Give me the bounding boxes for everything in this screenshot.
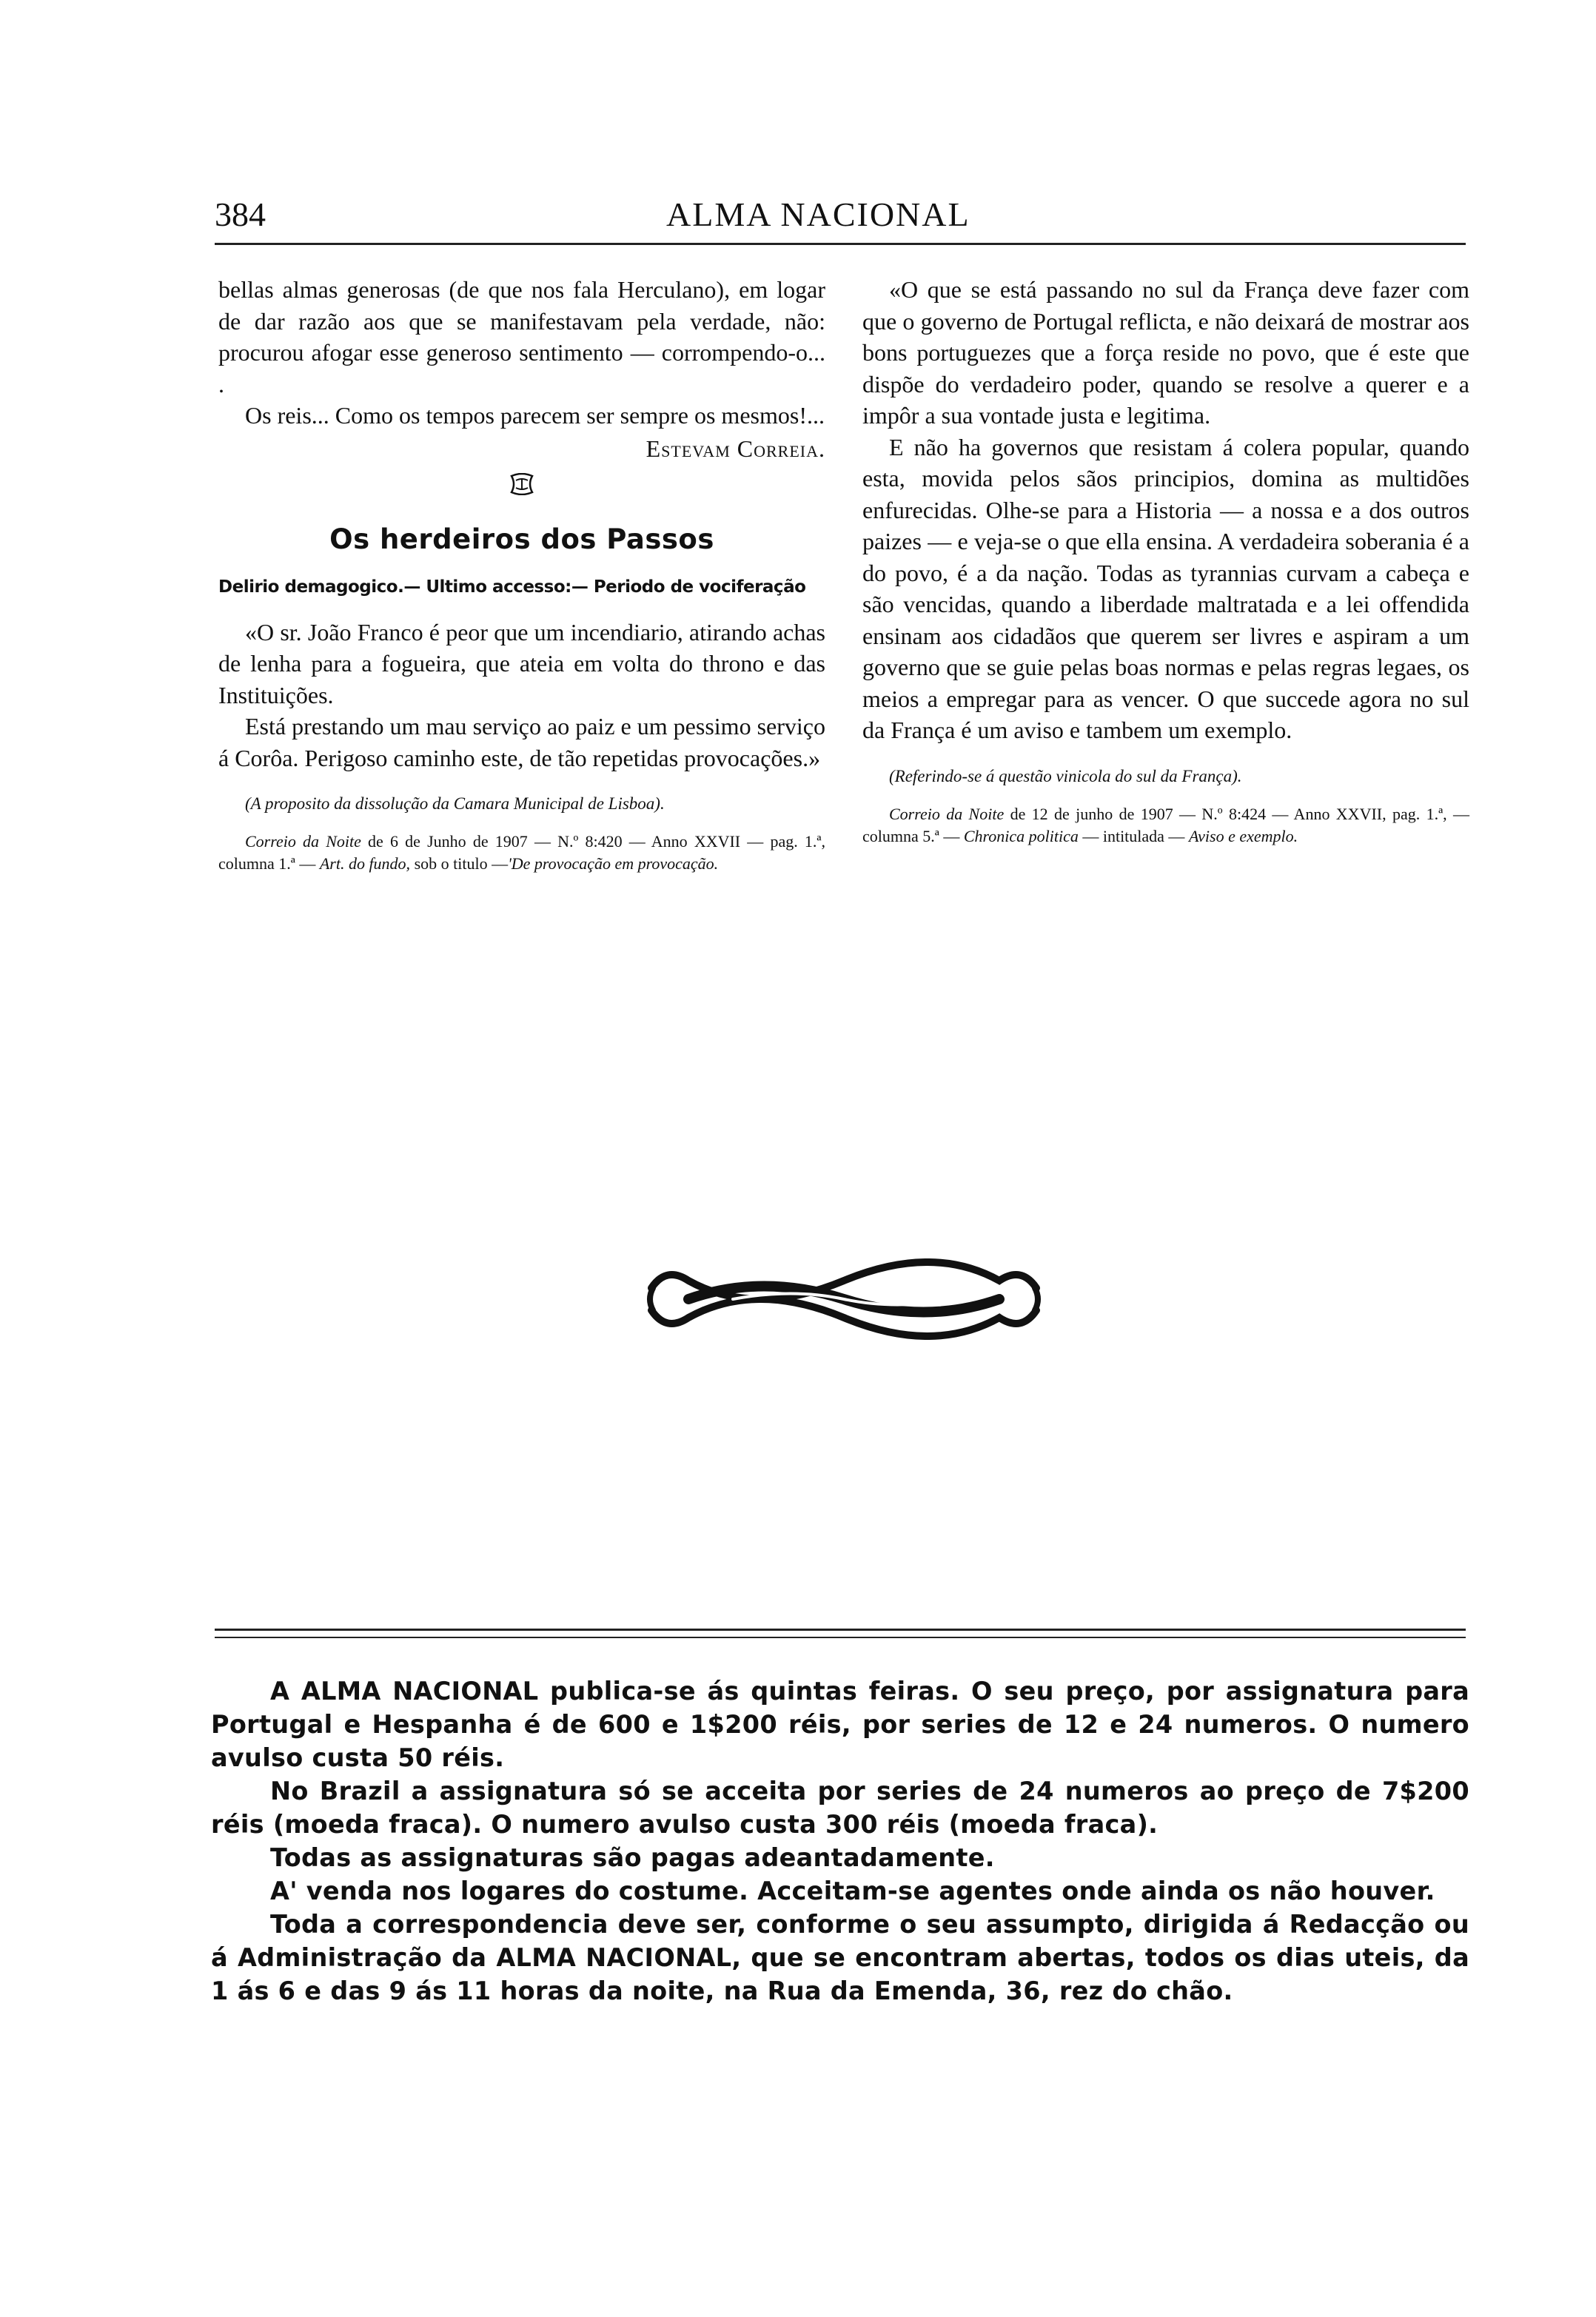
notice-paragraph: Todas as assignaturas são pagas adeantadamente. <box>270 1843 995 1872</box>
newspaper-name: Correio da Noite <box>889 804 1005 823</box>
article-heading: Os herdeiros dos Passos <box>329 523 714 555</box>
reference-text: — intitulada — <box>1078 826 1189 845</box>
reference-title: Aviso e exemplo. <box>1188 826 1298 845</box>
reference-text: de 12 de junho de 1907 — N.º 8:424 — Anno XXVII, pag. 1.ª, — columna 5.ª — <box>862 804 1469 845</box>
reference-italic: Art. do fundo, <box>319 854 411 873</box>
footer-rules <box>215 1629 1466 1638</box>
source-reference <box>218 831 825 875</box>
publication-notice <box>211 1674 1469 2008</box>
newspaper-name: Correio da Noite <box>245 832 361 851</box>
reference-title: 'De provocação em provocação. <box>508 854 719 873</box>
quote-paragraph: «O que se está passando no sul da França deve fazer com que o governo de Portugal reflicta, e não deixará de mostrar aos bons portuguezes que a força reside no povo, que é este que dispõe do verdadeiro poder, quando se resolve a querer e a impôr a sua vontade justa e legitima. <box>862 276 1469 429</box>
notice-paragraph: No Brazil a assignatura só se acceita por series de 24 numeros ao preço de 7$200 réis (moeda fraca). O numero avulso custa 300 réis (moeda fraca). <box>211 1777 1469 1839</box>
intro-paragraph: bellas almas generosas (de que nos fala Herculano), em logar de dar razão aos que se manifestavam pela verdade, não: procurou afogar esse generoso sentimento — corrompendo-o... . <box>218 276 825 398</box>
reference-italic: Chronica politica <box>963 826 1079 845</box>
footer-rule <box>215 1629 1466 1631</box>
decorative-ornament-icon <box>644 1258 1044 1340</box>
notice-paragraph: A ALMA NACIONAL publica-se ás quintas feiras. O seu preço, por assignatura para Portugal e Hespanha é de 600 e 1$200 réis, por series de 12 e 24 numeros. O numero avulso custa 50 réis. <box>211 1677 1469 1772</box>
source-note: (A proposito da dissolução da Camara Municipal de Lisboa). <box>245 794 665 813</box>
header-rule <box>215 243 1466 245</box>
notice-paragraph: A' venda nos logares do costume. Acceitam-se agentes onde ainda os não houver. <box>270 1877 1435 1905</box>
page-header <box>215 189 1466 241</box>
reference-text: sob o titulo — <box>410 854 509 873</box>
running-title: ALMA NACIONAL <box>666 195 970 233</box>
source-note: (Referindo-se á questão vinicola do sul da França). <box>889 766 1242 785</box>
right-column <box>862 274 1469 848</box>
left-column <box>218 274 825 875</box>
page-number: 384 <box>215 195 266 233</box>
notice-paragraph: Toda a correspondencia deve ser, conforme o seu assumpto, dirigida á Redacção ou á Administração da ALMA NACIONAL, que se encontram abertas, todos os dias uteis, da 1 ás 6 e das 9 ás 11 horas da noite, na Rua da Emenda, 36, rez do chão. <box>211 1910 1469 2005</box>
fleuron-icon <box>218 472 825 503</box>
source-reference <box>862 803 1469 848</box>
reference-text: de 6 de Junho de 1907 — N.º 8:420 — Anno XXVII — pag. 1.ª, columna 1.ª — <box>218 832 825 873</box>
article-subheading: Delirio demagogico.— Ultimo accesso:— Periodo de vociferação <box>218 577 806 597</box>
footer-rule <box>215 1637 1466 1638</box>
quote-paragraph: Está prestando um mau serviço ao paiz e um pessimo serviço á Corôa. Perigoso caminho este, de tão repetidas provocações.» <box>218 713 825 771</box>
closing-paragraph: Os reis... Como os tempos parecem ser sempre os mesmos!... <box>245 402 825 429</box>
quote-paragraph: «O sr. João Franco é peor que um incendiario, atirando achas de lenha para a fogueira, que ateia em volta do throno e das Instituições. <box>218 618 825 708</box>
quote-paragraph: E não ha governos que resistam á colera popular, quando esta, movida pelos sãos principios, domina as multidões enfurecidas. Olhe-se para a Historia — a nossa e a dos outros paizes — e veja-se o que ella ensina. A verdadeira soberania é a do povo, é a da nação. Todas as tyrannias curvam a cabeça e são vencidas, quando a liberdade maltratada e a lei offendida ensinam aos cidadãos que querem ser livres e aspiram a um governo que se guie pelas boas normas e pelas regras legaes, os meios a empregar para as vencer. O que succede agora no sul da França é um aviso e tambem um exemplo. <box>862 433 1469 743</box>
author-signature: Estevam Correia. <box>646 435 825 462</box>
